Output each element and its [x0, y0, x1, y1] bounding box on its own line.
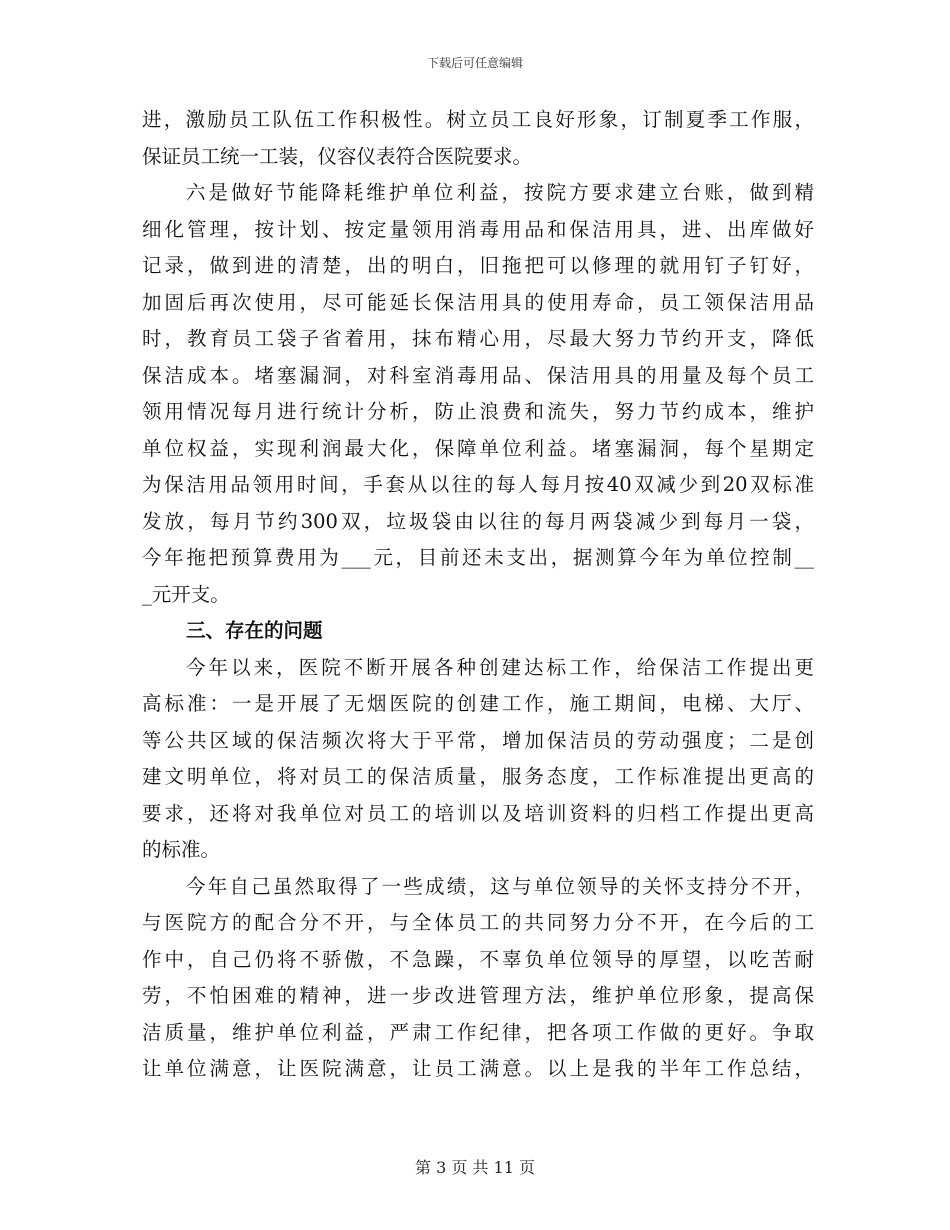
document-body	[142, 102, 814, 1088]
body-line: 与医院方的配合分不开，与全体员工的共同努力分不开，在今后的工	[142, 911, 814, 934]
body-line: 加固后再次使用，尽可能延长保洁用具的使用寿命，员工领保洁用品	[142, 290, 814, 314]
page-number-footer: 第 3 页 共 11 页	[415, 1158, 535, 1177]
paragraph-start-line: 今年以来，医院不断开展各种创建达标工作，给保洁工作提出更	[186, 655, 814, 679]
body-line: 保洁成本。堵塞漏洞，对科室消毒用品、保洁用具的用量及每个员工	[142, 363, 814, 387]
body-line: 单位权益，实现利润最大化，保障单位利益。堵塞漏洞，每个星期定	[142, 436, 814, 460]
body-line: 要求，还将对我单位对员工的培训以及培训资料的归档工作提出更高	[142, 801, 814, 825]
body-line: 的标准。	[142, 838, 221, 861]
body-line: 时，教育员工袋子省着用，抹布精心用，尽最大努力节约开支，降低	[142, 327, 814, 350]
section-heading: 三、存在的问题	[186, 619, 323, 642]
body-line: 洁质量，维护单位利益，严肃工作纪律，把各项工作做的更好。争取	[142, 1020, 814, 1044]
page-header: 下载后可任意编辑	[426, 56, 523, 70]
body-line: 今年拖把预算费用为___元，目前还未支出，据测算今年为单位控制__	[142, 546, 814, 569]
body-line: 记录，做到进的清楚，出的明白，旧拖把可以修理的就用钉子钉好，	[142, 254, 814, 277]
body-line: 让单位满意，让医院满意，让员工满意。以上是我的半年工作总结，	[142, 1057, 814, 1080]
body-line: 发放，每月节约300双，垃圾袋由以往的每月两袋减少到每月一袋，	[142, 509, 814, 533]
body-line: _元开支。	[142, 582, 230, 606]
body-line: 建文明单位，将对员工的保洁质量，服务态度，工作标准提出更高的	[142, 765, 814, 788]
body-line: 进，激励员工队伍工作积极性。树立员工良好形象，订制夏季工作服，	[142, 108, 814, 131]
body-line: 细化管理，按计划、按定量领用消毒用品和保洁用具，进、出库做好	[142, 217, 814, 241]
body-line: 高标准：一是开展了无烟医院的创建工作，施工期间，电梯、大厅、	[142, 692, 814, 715]
body-line: 劳，不怕困难的精神，进一步改进管理方法，维护单位形象，提高保	[142, 984, 814, 1007]
body-line: 为保洁用品领用时间，手套从以往的每人每月按40双减少到20双标准	[142, 473, 814, 496]
paragraph-start-line: 今年自己虽然取得了一些成绩，这与单位领导的关怀支持分不开，	[186, 874, 814, 898]
body-line: 作中，自己仍将不骄傲，不急躁，不辜负单位领导的厚望，以吃苦耐	[142, 947, 814, 971]
body-line: 等公共区域的保洁频次将大于平常，增加保洁员的劳动强度；二是创	[142, 728, 814, 752]
paragraph-start-line: 六是做好节能降耗维护单位利益，按院方要求建立台账，做到精	[186, 181, 814, 204]
body-line: 领用情况每月进行统计分析，防止浪费和流失，努力节约成本，维护	[142, 400, 814, 423]
body-line: 保证员工统一工装，仪容仪表符合医院要求。	[142, 144, 533, 168]
